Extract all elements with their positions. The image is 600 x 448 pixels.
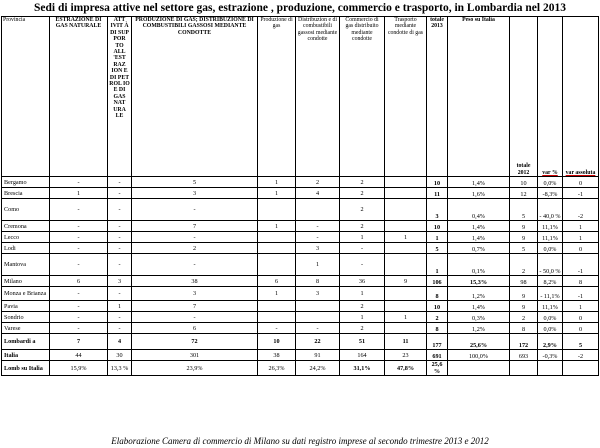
header-distribuzione: Distribuzion e di combustibili gassosi mediante condotte	[296, 17, 340, 177]
cell-totale-2013: 177	[427, 334, 448, 350]
cell-produzione-distribuzione: 7	[132, 221, 258, 232]
cell-distribuzione: 1	[296, 254, 340, 276]
cell-trasporto	[385, 301, 427, 312]
header-var-assoluta: var assoluta	[563, 17, 599, 177]
cell-attivita: -	[108, 287, 132, 301]
cell-provincia: Brescia	[2, 188, 50, 199]
cell-var-assoluta: 8	[563, 276, 599, 287]
cell-totale-2012: 693	[510, 350, 538, 361]
cell-var-assoluta: 1	[563, 232, 599, 243]
cell-commercio: 2	[340, 177, 385, 188]
cell-peso-italia: 1,4%	[448, 301, 510, 312]
cell-totale-2012	[510, 361, 538, 376]
cell-trasporto: 9	[385, 276, 427, 287]
cell-peso-italia: 25,6%	[448, 334, 510, 350]
cell-var-percent: 11,1%	[538, 221, 563, 232]
cell-attivita: -	[108, 221, 132, 232]
table-row	[2, 312, 599, 323]
cell-totale-2013: 10	[427, 177, 448, 188]
cell-produzione-distribuzione: -	[132, 254, 258, 276]
cell-var-assoluta: 0	[563, 177, 599, 188]
cell-peso-italia: 15,3%	[448, 276, 510, 287]
header-trasporto: Trasporto mediante condotte di gas	[385, 17, 427, 177]
cell-distribuzione: -	[296, 221, 340, 232]
cell-produzione-distribuzione: 3	[132, 188, 258, 199]
header-row	[2, 17, 599, 177]
cell-totale-2012: 9	[510, 221, 538, 232]
table-row	[2, 232, 599, 243]
cell-peso-italia: 1,4%	[448, 221, 510, 232]
cell-var-assoluta: 1	[563, 301, 599, 312]
cell-produzione-distribuzione: 301	[132, 350, 258, 361]
cell-trasporto	[385, 243, 427, 254]
cell-totale-2013: 106	[427, 276, 448, 287]
cell-totale-2013: 3	[427, 199, 448, 221]
cell-totale-2013: 10	[427, 301, 448, 312]
cell-totale-2013: 25,6 %	[427, 361, 448, 376]
cell-estrazione: 15,9%	[50, 361, 108, 376]
cell-provincia: Como	[2, 199, 50, 221]
cell-totale-2012: 12	[510, 188, 538, 199]
cell-var-percent: -8,3%	[538, 188, 563, 199]
cell-estrazione: 44	[50, 350, 108, 361]
cell-produzione-distribuzione: 72	[132, 334, 258, 350]
cell-trasporto: 23	[385, 350, 427, 361]
cell-var-percent: -0,3%	[538, 350, 563, 361]
cell-commercio: 1	[340, 312, 385, 323]
cell-provincia: Lodi	[2, 243, 50, 254]
cell-totale-2012: 10	[510, 177, 538, 188]
cell-totale-2013: 2	[427, 312, 448, 323]
cell-totale-2013: 8	[427, 323, 448, 334]
cell-attivita: -	[108, 243, 132, 254]
cell-produzione-distribuzione: 38	[132, 276, 258, 287]
cell-trasporto: 47,8%	[385, 361, 427, 376]
cell-produzione-distribuzione: 5	[132, 177, 258, 188]
cell-distribuzione: 8	[296, 276, 340, 287]
cell-attivita: -	[108, 199, 132, 221]
cell-produzione	[258, 199, 296, 221]
table-row	[2, 199, 599, 221]
cell-estrazione: -	[50, 287, 108, 301]
cell-trasporto	[385, 254, 427, 276]
cell-estrazione: -	[50, 177, 108, 188]
cell-trasporto	[385, 188, 427, 199]
cell-commercio: 2	[340, 199, 385, 221]
cell-estrazione: -	[50, 312, 108, 323]
header-totale-2013: totale 2013	[427, 17, 448, 177]
header-var-percent: var %	[538, 17, 563, 177]
cell-totale-2012: 5	[510, 199, 538, 221]
cell-commercio: 1	[340, 232, 385, 243]
cell-estrazione: -	[50, 232, 108, 243]
cell-peso-italia: 0,7%	[448, 243, 510, 254]
cell-distribuzione: 3	[296, 287, 340, 301]
cell-produzione: 1	[258, 287, 296, 301]
cell-distribuzione	[296, 312, 340, 323]
cell-totale-2013: 10	[427, 221, 448, 232]
cell-var-percent: - 50,0 %	[538, 254, 563, 276]
cell-produzione-distribuzione: 7	[132, 301, 258, 312]
cell-var-percent: 0,0%	[538, 323, 563, 334]
cell-attivita: 3	[108, 276, 132, 287]
cell-produzione-distribuzione: -	[132, 199, 258, 221]
cell-var-assoluta: -1	[563, 254, 599, 276]
cell-provincia: Bergamo	[2, 177, 50, 188]
cell-attivita: -	[108, 323, 132, 334]
cell-attivita: 13,3 %	[108, 361, 132, 376]
cell-totale-2013: 5	[427, 243, 448, 254]
cell-provincia: Lomb su Italia	[2, 361, 50, 376]
cell-peso-italia: 0,1%	[448, 254, 510, 276]
cell-produzione: 6	[258, 276, 296, 287]
cell-totale-2013: 11	[427, 188, 448, 199]
header-totale-2012: totale 2012	[510, 17, 538, 177]
table-row	[2, 177, 599, 188]
cell-distribuzione: 3	[296, 243, 340, 254]
cell-totale-2012: 9	[510, 301, 538, 312]
cell-distribuzione: 2	[296, 177, 340, 188]
cell-provincia: Lombardi a	[2, 334, 50, 350]
data-table	[1, 16, 599, 376]
cell-produzione-distribuzione: 3	[132, 287, 258, 301]
cell-totale-2012: 172	[510, 334, 538, 350]
cell-var-assoluta	[563, 361, 599, 376]
cell-totale-2013: 691	[427, 350, 448, 361]
cell-distribuzione: 24,2%	[296, 361, 340, 376]
cell-trasporto	[385, 177, 427, 188]
table-row	[2, 323, 599, 334]
cell-attivita: 4	[108, 334, 132, 350]
cell-attivita: -	[108, 232, 132, 243]
table-row	[2, 287, 599, 301]
cell-var-percent: - 40,0 %	[538, 199, 563, 221]
cell-provincia: Sondrio	[2, 312, 50, 323]
table-row	[2, 243, 599, 254]
header-provincia: Provincia	[2, 17, 50, 177]
cell-peso-italia	[448, 361, 510, 376]
cell-var-percent: 0,0%	[538, 177, 563, 188]
cell-var-assoluta: -2	[563, 350, 599, 361]
cell-var-assoluta: -1	[563, 287, 599, 301]
cell-distribuzione	[296, 199, 340, 221]
cell-estrazione: -	[50, 221, 108, 232]
cell-provincia: Milano	[2, 276, 50, 287]
cell-distribuzione: -	[296, 323, 340, 334]
table-row	[2, 221, 599, 232]
cell-produzione	[258, 243, 296, 254]
header-produzione: Produzione di gas	[258, 17, 296, 177]
cell-provincia: Varese	[2, 323, 50, 334]
cell-produzione-distribuzione: 6	[132, 323, 258, 334]
cell-var-percent: 0,0%	[538, 312, 563, 323]
cell-produzione	[258, 254, 296, 276]
cell-produzione	[258, 301, 296, 312]
cell-distribuzione: -	[296, 232, 340, 243]
cell-var-assoluta: 0	[563, 323, 599, 334]
cell-provincia: Pavia	[2, 301, 50, 312]
cell-trasporto	[385, 323, 427, 334]
cell-estrazione: -	[50, 243, 108, 254]
cell-attivita: -	[108, 188, 132, 199]
cell-commercio: 2	[340, 188, 385, 199]
cell-totale-2013: 1	[427, 254, 448, 276]
cell-var-assoluta: -2	[563, 199, 599, 221]
cell-trasporto: 11	[385, 334, 427, 350]
cell-var-percent: 2,9%	[538, 334, 563, 350]
cell-estrazione: 6	[50, 276, 108, 287]
cell-peso-italia: 0,3%	[448, 312, 510, 323]
cell-var-percent: 11,1%	[538, 232, 563, 243]
cell-estrazione: 1	[50, 188, 108, 199]
cell-produzione: 1	[258, 188, 296, 199]
cell-var-assoluta: 0	[563, 243, 599, 254]
table-row	[2, 254, 599, 276]
cell-totale-2012: 2	[510, 254, 538, 276]
cell-totale-2013: 1	[427, 232, 448, 243]
cell-totale-2013: 8	[427, 287, 448, 301]
cell-attivita: -	[108, 254, 132, 276]
cell-totale-2012: 9	[510, 287, 538, 301]
cell-provincia: Cremona	[2, 221, 50, 232]
cell-produzione-distribuzione: -	[132, 312, 258, 323]
table-row-italia	[2, 350, 599, 361]
cell-commercio: 51	[340, 334, 385, 350]
cell-trasporto	[385, 287, 427, 301]
cell-produzione-distribuzione: 2	[132, 243, 258, 254]
cell-trasporto	[385, 221, 427, 232]
cell-trasporto	[385, 199, 427, 221]
cell-produzione: -	[258, 323, 296, 334]
cell-var-percent: 0,0%	[538, 243, 563, 254]
cell-distribuzione: 4	[296, 188, 340, 199]
cell-totale-2012: 5	[510, 243, 538, 254]
cell-commercio: 36	[340, 276, 385, 287]
cell-commercio: 2	[340, 221, 385, 232]
cell-peso-italia: 0,4%	[448, 199, 510, 221]
cell-produzione-distribuzione: 23,9%	[132, 361, 258, 376]
cell-estrazione: -	[50, 199, 108, 221]
cell-produzione	[258, 312, 296, 323]
cell-distribuzione: 91	[296, 350, 340, 361]
cell-peso-italia: 1,6%	[448, 188, 510, 199]
cell-commercio: 164	[340, 350, 385, 361]
cell-produzione: 26,3%	[258, 361, 296, 376]
header-peso-italia: Peso su Italia	[448, 17, 510, 177]
cell-totale-2012: 9	[510, 232, 538, 243]
cell-distribuzione	[296, 301, 340, 312]
cell-attivita: -	[108, 312, 132, 323]
cell-var-assoluta: 5	[563, 334, 599, 350]
cell-var-percent: 8,2%	[538, 276, 563, 287]
cell-estrazione: -	[50, 301, 108, 312]
cell-distribuzione: 22	[296, 334, 340, 350]
cell-produzione: 1	[258, 177, 296, 188]
header-produzione-distribuzione: PRODUZIONE DI GAS; DISTRIBUZIONE DI COMBUSTIBILI GASSOSI MEDIANTE CONDOTTE	[132, 17, 258, 177]
cell-trasporto: 1	[385, 312, 427, 323]
table-row	[2, 188, 599, 199]
cell-produzione: 1	[258, 221, 296, 232]
table-row-lombardia	[2, 334, 599, 350]
cell-commercio: 1	[340, 287, 385, 301]
cell-provincia: Mantova	[2, 254, 50, 276]
cell-peso-italia: 1,2%	[448, 323, 510, 334]
table-row	[2, 276, 599, 287]
cell-totale-2012: 8	[510, 323, 538, 334]
cell-totale-2012: 2	[510, 312, 538, 323]
cell-commercio: 2	[340, 323, 385, 334]
cell-provincia: Monza e Brianza	[2, 287, 50, 301]
cell-produzione: 38	[258, 350, 296, 361]
header-attivita: ATT IVIT À DI SUP POR TO ALL 'EST RAZ ION E DI PET ROL IO E DI GAS NAT URA LE	[108, 17, 132, 177]
cell-produzione-distribuzione: -	[132, 232, 258, 243]
cell-var-assoluta: -1	[563, 188, 599, 199]
cell-var-assoluta: 1	[563, 221, 599, 232]
cell-commercio: 2	[340, 301, 385, 312]
source-caption: Elaborazione Camera di commercio di Milano su dati registro imprese al secondo trimestre 2013 e 2012	[111, 436, 489, 446]
cell-provincia: Italia	[2, 350, 50, 361]
header-estrazione: ESTRAZIONE DI GAS NATURALE	[50, 17, 108, 177]
cell-produzione	[258, 232, 296, 243]
cell-trasporto: 1	[385, 232, 427, 243]
cell-var-percent: 11,1%	[538, 301, 563, 312]
cell-peso-italia: 1,4%	[448, 232, 510, 243]
cell-estrazione: -	[50, 254, 108, 276]
table-body	[2, 17, 599, 376]
cell-attivita: 30	[108, 350, 132, 361]
cell-var-percent	[538, 361, 563, 376]
cell-totale-2012: 98	[510, 276, 538, 287]
header-commercio: Commercio di gas distribuito mediante condotte	[340, 17, 385, 177]
cell-var-assoluta: 0	[563, 312, 599, 323]
cell-estrazione: -	[50, 323, 108, 334]
cell-provincia: Lecco	[2, 232, 50, 243]
table-title: Sedi di impresa attive nel settore gas, estrazione , produzione, commercio e trasporto, in Lombardia nel 2013	[34, 2, 566, 14]
cell-attivita: -	[108, 177, 132, 188]
cell-estrazione: 7	[50, 334, 108, 350]
cell-commercio: -	[340, 254, 385, 276]
cell-commercio: 31,1%	[340, 361, 385, 376]
cell-peso-italia: 100,0%	[448, 350, 510, 361]
cell-var-percent: - 11,1%	[538, 287, 563, 301]
cell-peso-italia: 1,2%	[448, 287, 510, 301]
cell-attivita: 1	[108, 301, 132, 312]
cell-peso-italia: 1,4%	[448, 177, 510, 188]
table-row	[2, 301, 599, 312]
table-row-lomb-su-italia	[2, 361, 599, 376]
cell-produzione: 10	[258, 334, 296, 350]
cell-commercio: -	[340, 243, 385, 254]
